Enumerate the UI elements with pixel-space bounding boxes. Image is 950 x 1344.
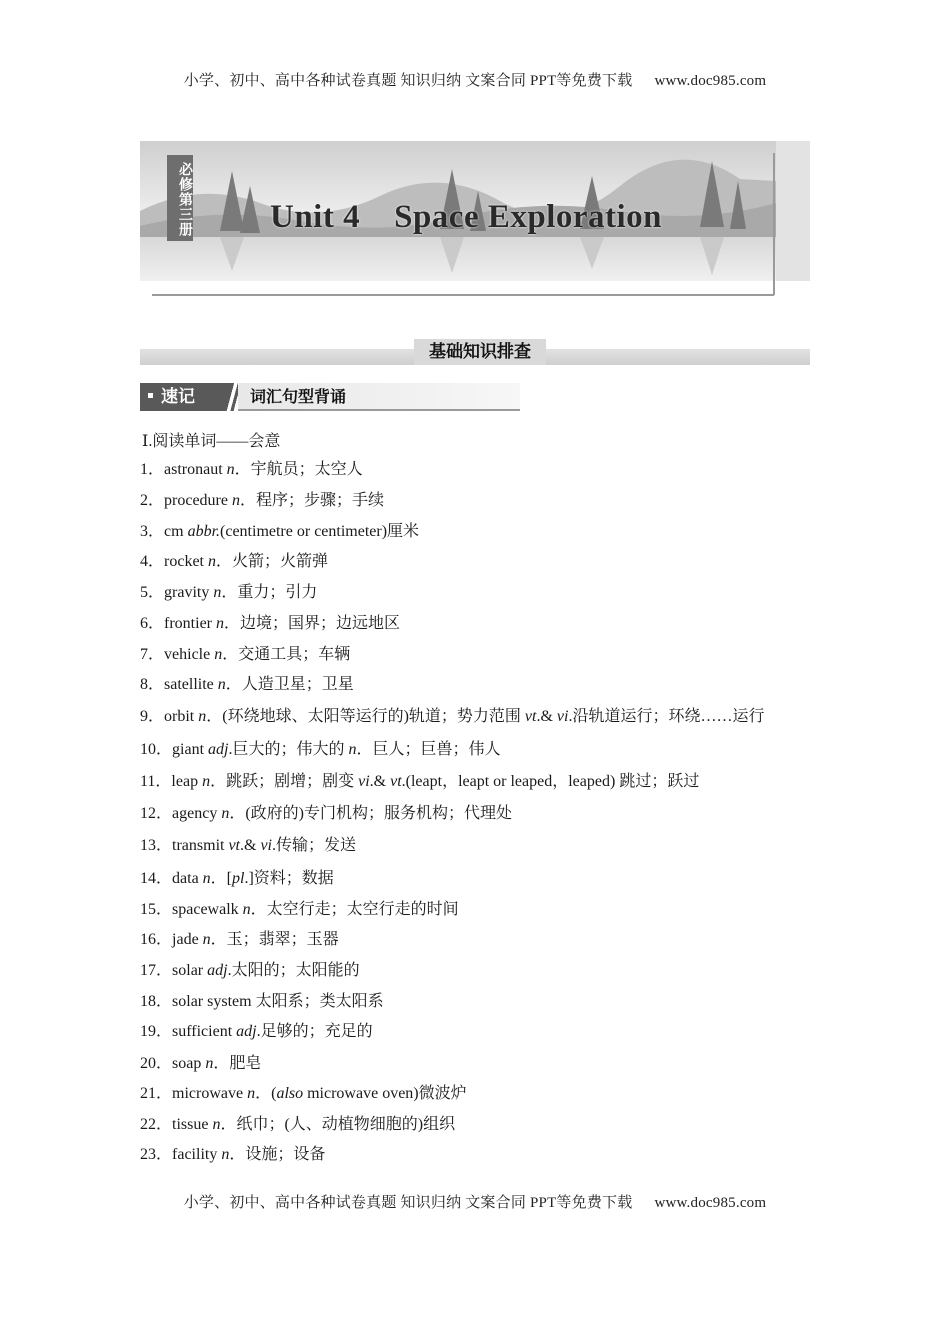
textbook-volume-tag: 必修第三册 bbox=[167, 155, 193, 241]
list-item: 4．rocket n．火箭；火箭弹 bbox=[140, 553, 329, 570]
square-bullet-icon bbox=[148, 393, 153, 398]
tab-left-text: 速记 bbox=[161, 387, 195, 407]
list-item: 15．spacewalk n．太空行走；太空行走的时间 bbox=[140, 901, 459, 918]
list-item: 8．satellite n．人造卫星；卫星 bbox=[140, 676, 354, 693]
list-item: 7．vehicle n．交通工具；车辆 bbox=[140, 646, 351, 663]
list-item: 6．frontier n．边境；国界；边远地区 bbox=[140, 615, 401, 632]
list-item: 23．facility n．设施；设备 bbox=[140, 1146, 326, 1163]
footer-text: 小学、初中、高中各种试卷真题 知识归纳 文案合同 PPT等免费下载 bbox=[183, 1195, 633, 1211]
list-item: 17．solar adj.太阳的；太阳能的 bbox=[140, 962, 360, 979]
list-item: 22．tissue n．纸巾；(人、动植物细胞的)组织 bbox=[140, 1116, 456, 1133]
list-item: 21．microwave n．(also microwave oven)微波炉 bbox=[140, 1085, 467, 1102]
list-item: 20．soap n．肥皂 bbox=[140, 1055, 262, 1072]
subsection-tab bbox=[140, 383, 520, 411]
list-heading: Ⅰ.阅读单词——会意 bbox=[142, 433, 281, 450]
list-item: 19．sufficient adj.足够的；充足的 bbox=[140, 1023, 373, 1040]
list-item: 5．gravity n．重力；引力 bbox=[140, 584, 318, 601]
list-item: 2．procedure n．程序；步骤；手续 bbox=[140, 492, 384, 509]
list-item: 12．agency n．(政府的)专门机构；服务机构；代理处 bbox=[140, 805, 512, 822]
unit-title bbox=[270, 199, 662, 236]
footer-site: www.doc985.com bbox=[654, 1195, 767, 1211]
header-text: 小学、初中、高中各种试卷真题 知识归纳 文案合同 PPT等免费下载 bbox=[183, 73, 633, 89]
list-item: 10．giant adj.巨大的；伟大的 n．巨人；巨兽；伟人 bbox=[140, 741, 501, 758]
unit-topic: Space Exploration bbox=[394, 199, 663, 235]
unit-banner bbox=[140, 141, 810, 299]
list-item: 18．solar system 太阳系；类太阳系 bbox=[140, 993, 384, 1010]
header-site: www.doc985.com bbox=[654, 73, 767, 89]
running-footer bbox=[0, 1191, 950, 1212]
tab-label-left bbox=[140, 383, 230, 411]
list-item: 9．orbit n．(环绕地球、太阳等运行的)轨道；势力范围 vt.& vi.沿轨道运行；环绕……运行 bbox=[140, 708, 765, 725]
unit-number: Unit 4 bbox=[270, 199, 361, 235]
list-item: 13．transmit vt.& vi.传输；发送 bbox=[140, 837, 357, 854]
list-item: 16．jade n．玉；翡翠；玉器 bbox=[140, 931, 339, 948]
list-item: 11．leap n．跳跃；剧增；剧变 vi.& vt.(leapt，leapt or leaped，leaped) 跳过；跃过 bbox=[140, 773, 700, 790]
list-item: 14．data n．[pl.]资料；数据 bbox=[140, 870, 334, 887]
list-item: 1．astronaut n．宇航员；太空人 bbox=[140, 461, 363, 478]
section-title: 基础知识排查 bbox=[414, 339, 546, 365]
running-header bbox=[0, 69, 950, 90]
tab-label-right: 词汇句型背诵 bbox=[238, 383, 520, 411]
list-item: 3．cm abbr.(centimetre or centimeter)厘米 bbox=[140, 523, 420, 540]
